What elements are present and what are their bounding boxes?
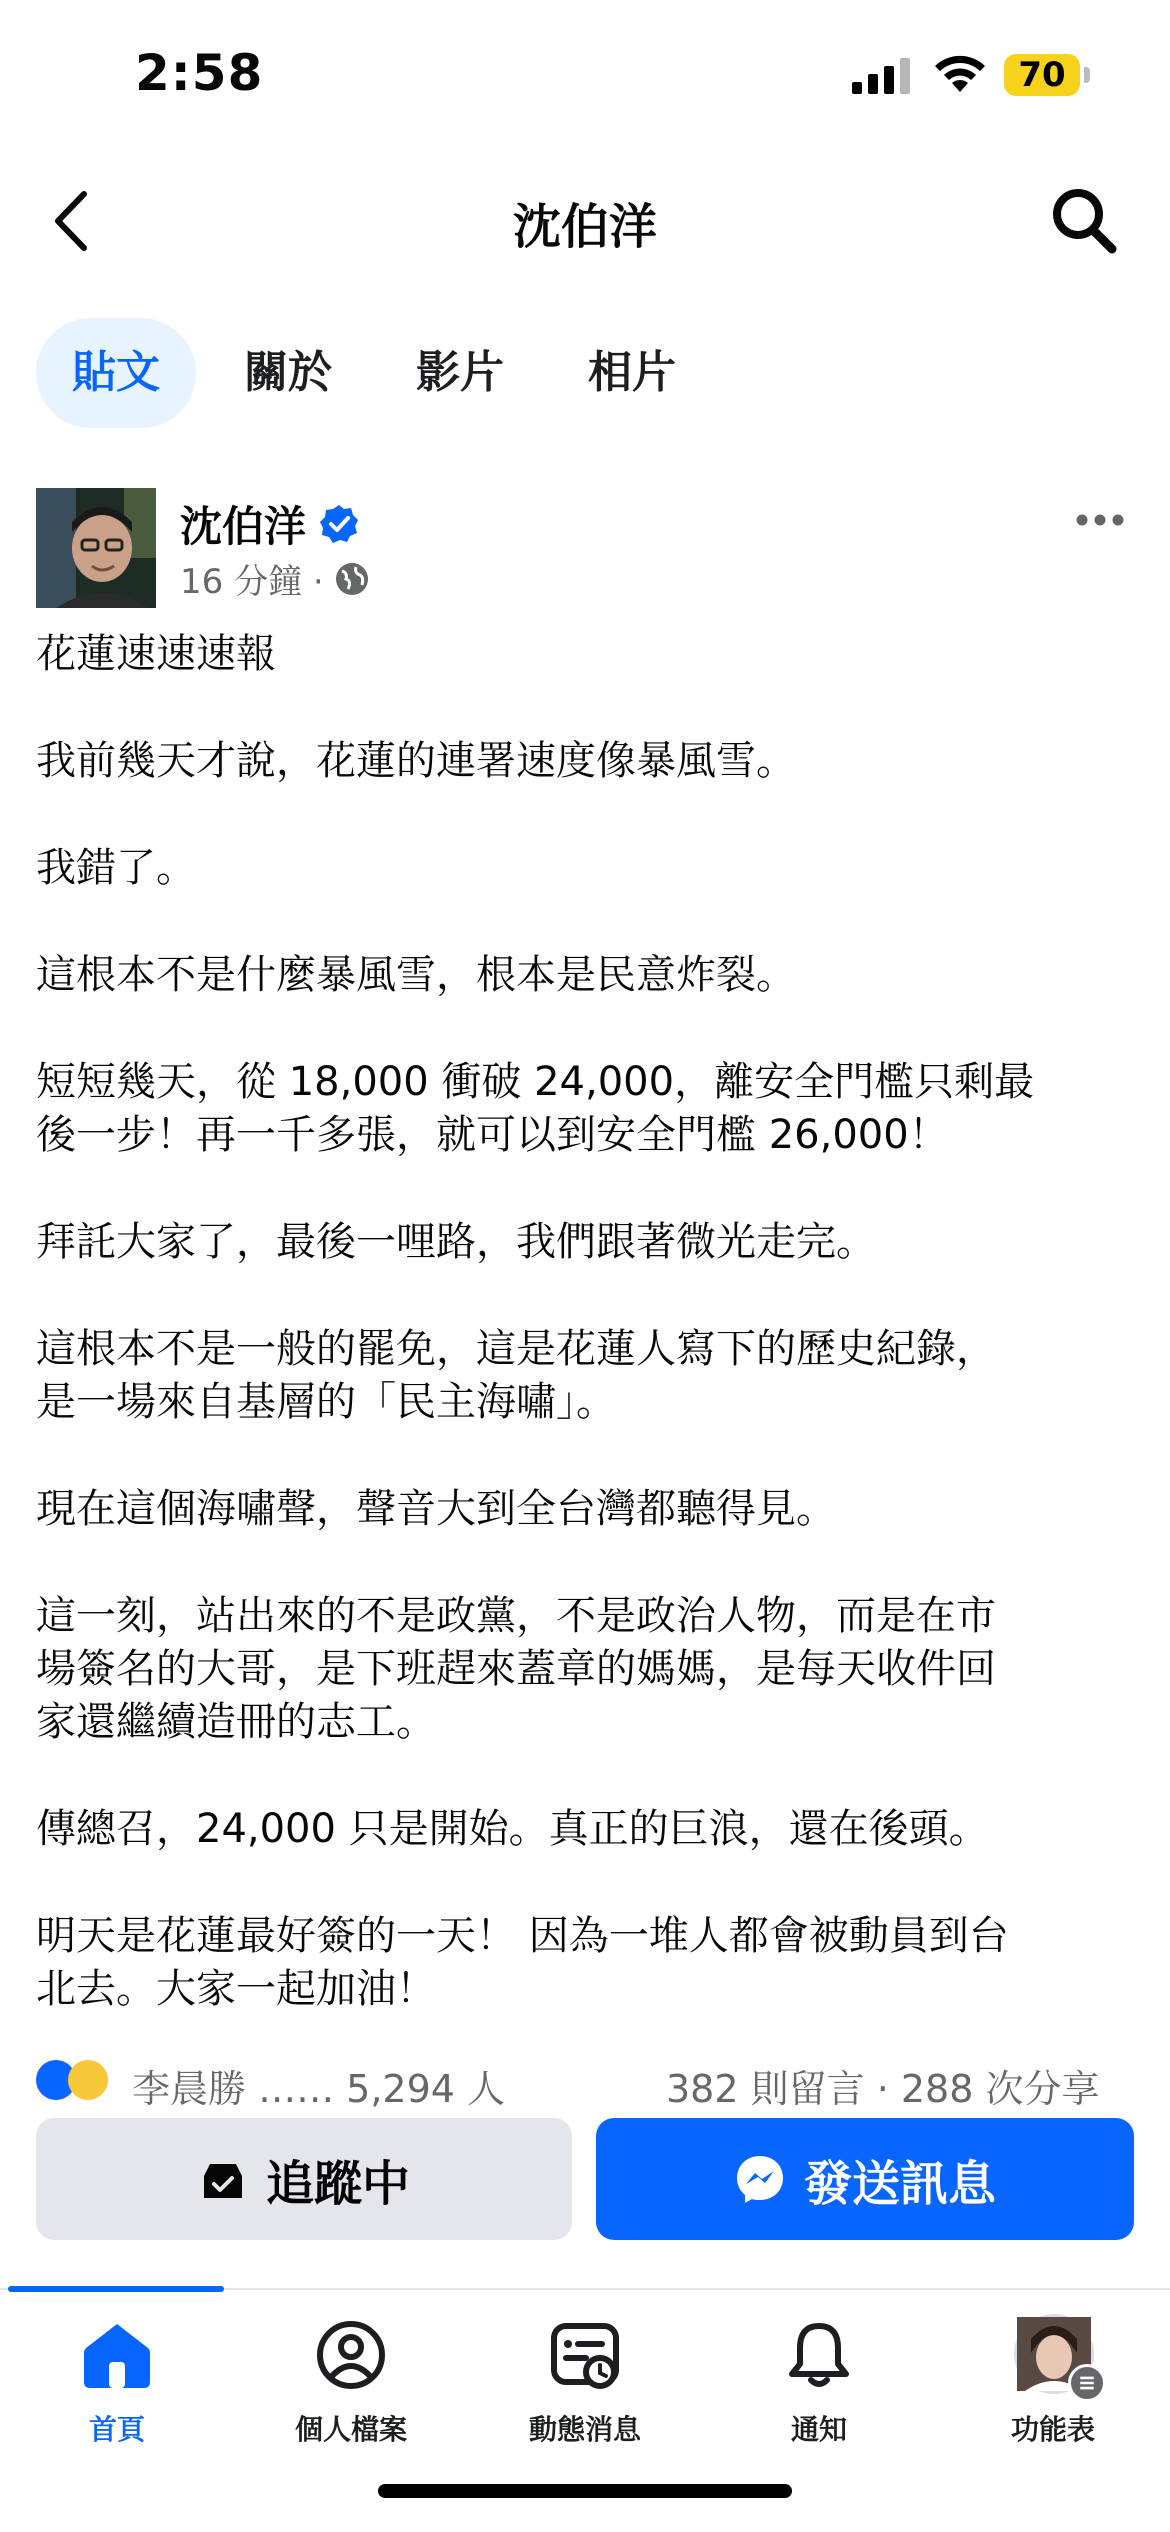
home-icon (82, 2320, 152, 2390)
nav-home-label: 首頁 (88, 2413, 145, 2446)
nav-notifications[interactable] (702, 2300, 936, 2450)
feed-icon (550, 2320, 620, 2390)
search-icon[interactable] (1048, 184, 1118, 256)
menu-lines-icon (1068, 2364, 1106, 2402)
nav-profile-label: 個人檔案 (294, 2413, 407, 2446)
post-paragraph: 拜託大家了，最後一哩路，我們跟著微光走完。 (36, 1219, 876, 1265)
nav-feed[interactable] (468, 2300, 702, 2450)
status-bar (0, 0, 1170, 150)
more-options-icon[interactable] (1072, 500, 1128, 540)
tab-videos[interactable]: 影片 (416, 347, 504, 398)
header (0, 160, 1170, 280)
nav-active-indicator (8, 2286, 224, 2292)
author-avatar[interactable] (36, 488, 156, 608)
author-name[interactable]: 沈伯洋 (180, 502, 307, 551)
nav-profile[interactable] (234, 2300, 468, 2450)
send-message-label: 發送訊息 (803, 2155, 996, 2212)
tab-about[interactable]: 關於 (244, 347, 332, 398)
battery-icon (1004, 54, 1090, 96)
status-time: 2:58 (135, 44, 264, 102)
author-name-row (180, 494, 360, 554)
wifi-icon (932, 52, 988, 94)
battery-level: 70 (1018, 55, 1066, 95)
nav-notifications-label: 通知 (790, 2413, 847, 2446)
nav-menu-label: 功能表 (1010, 2413, 1095, 2446)
profile-actions (36, 2118, 1134, 2240)
post-paragraph: 現在這個海嘯聲，聲音大到全台灣都聽得見。 (36, 1486, 836, 1532)
bell-icon (784, 2320, 854, 2390)
post-paragraph: 這根本不是什麼暴風雪，根本是民意炸裂。 (36, 952, 796, 998)
post-time: 16 分鐘 · (180, 562, 324, 602)
nav-menu[interactable] (936, 2300, 1170, 2450)
post-paragraph: 短短幾天，從 18,000 衝破 24,000，離安全門檻只剩最 後一步！再一千多張，就可以到安全門檻 26,000！ (36, 1059, 1035, 1158)
post-paragraph: 我錯了。 (36, 845, 196, 891)
page-title: 沈伯洋 (512, 199, 657, 255)
signal-icon (852, 58, 910, 94)
post-text (36, 628, 1136, 2070)
bottom-nav (0, 2300, 1170, 2450)
tab-posts[interactable]: 貼文 (36, 318, 196, 428)
avatar-photo (36, 488, 156, 608)
post-paragraph: 明天是花蓮最好簽的一天！ 因為一堆人都會被動員到台 北去。大家一起加油！ (36, 1913, 1009, 2012)
reactions-row[interactable] (36, 2058, 1136, 2111)
home-indicator (378, 2484, 792, 2498)
following-button[interactable] (36, 2118, 572, 2240)
verified-badge-icon (318, 503, 360, 545)
tab-photos[interactable]: 相片 (588, 347, 676, 398)
profile-tabs (36, 318, 724, 428)
messenger-icon (734, 2153, 786, 2205)
post-paragraph: 我前幾天才說，花蓮的連署速度像暴風雪。 (36, 738, 796, 784)
comments-shares: 382 則留言 · 288 次分享 (666, 2067, 1100, 2111)
post-paragraph: 花蓮速速速報 (36, 631, 276, 677)
reaction-icons (36, 2058, 116, 2102)
post-paragraph: 傳總召，24,000 只是開始。真正的巨浪，還在後頭。 (36, 1806, 989, 1852)
post-meta (180, 554, 370, 603)
nav-home[interactable] (0, 2300, 234, 2450)
globe-icon (334, 561, 370, 597)
post-paragraph: 這根本不是一般的罷免，這是花蓮人寫下的歷史紀錄， 是一場來自基層的「民主海嘯」。 (36, 1326, 996, 1425)
profile-icon (316, 2320, 386, 2390)
send-message-button[interactable] (596, 2118, 1134, 2240)
following-check-icon (198, 2154, 248, 2204)
reactions-count: 李晨勝 …… 5,294 人 (132, 2067, 506, 2111)
following-label: 追蹤中 (265, 2155, 410, 2212)
post-paragraph: 這一刻，站出來的不是政黨，不是政治人物，而是在市 場簽名的大哥，是下班趕來蓋章的媽媽，是每天收件回 家還繼續造冊的志工。 (36, 1593, 996, 1745)
nav-feed-label: 動態消息 (528, 2413, 641, 2446)
